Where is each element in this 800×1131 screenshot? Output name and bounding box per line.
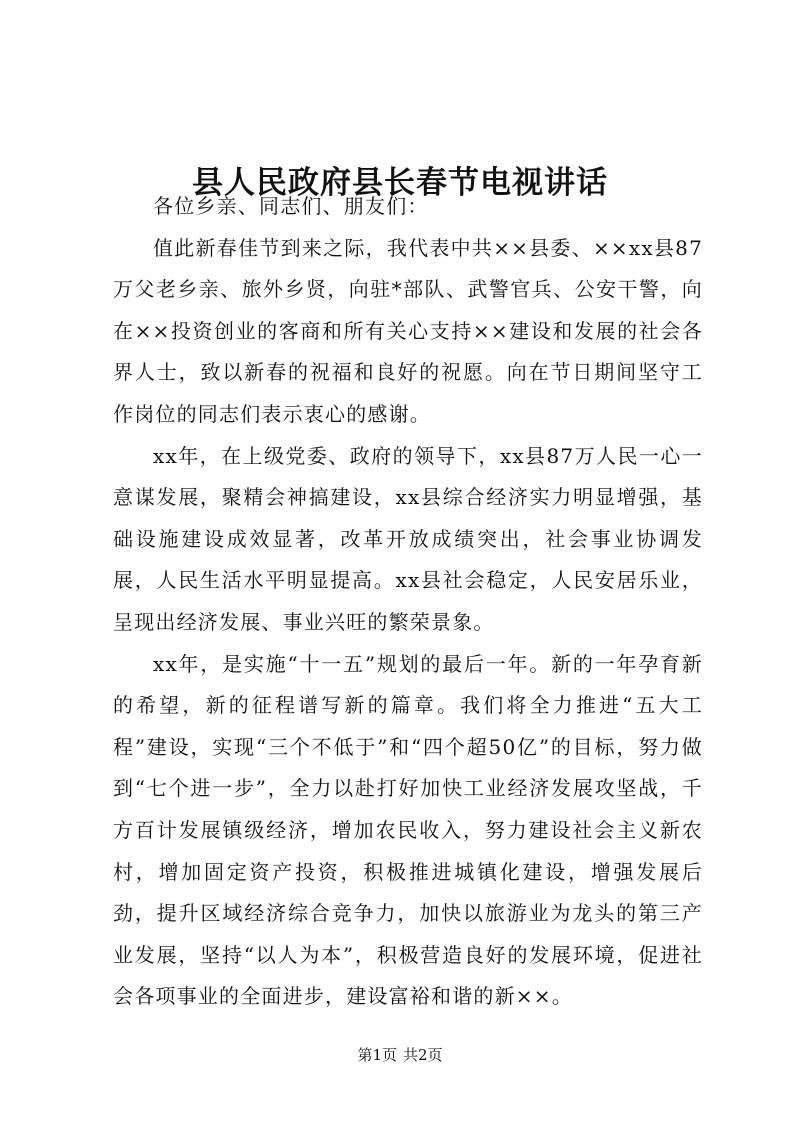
document-title: 县人民政府县长春节电视讲话 xyxy=(192,164,608,201)
salutation-paragraph: 各位乡亲、同志们、朋友们： xyxy=(153,194,429,218)
plan-paragraph: xx年，是实施“十一五”规划的最后一年。新的一年孕育新的希望，新的征程谱写新的篇章。我们将全力推进“五大工程”建设，实现“三个不低于”和“四个超50亿”的目标，努力做到“七个进一步”，全力以赴打好加快工业经济发展攻坚战，千方百计发展镇级经济，增加农民收入，努力建设社会主义新农村，增加固定资产投资，积极推进城镇化建设，增强发展后劲，提升区域经济综合竞争力，加快以旅游业为龙头的第三产业发展，坚持“以人为本”，积极营造良好的发展环境，促进社会各项事业的全面进步，建设富裕和谐的新××。 xyxy=(113,651,703,1009)
greeting-paragraph: 值此新春佳节到来之际，我代表中共××县委、××xx县87万父老乡亲、旅外乡贤，向驻*部队、武警官兵、公安干警，向在××投资创业的客商和所有关心支持××建设和发展的社会各界人士，致以新春的祝福和良好的祝愿。向在节日期间坚守工作岗位的同志们表示衷心的感谢。 xyxy=(113,235,703,426)
page-number: 第1页 xyxy=(357,1046,397,1064)
document-body xyxy=(113,186,703,1018)
page-total: 共2页 xyxy=(403,1046,443,1064)
page-footer xyxy=(0,1044,800,1066)
review-paragraph: xx年，在上级党委、政府的领导下，xx县87万人民一心一意谋发展，聚精会神搞建设，xx县综合经济实力明显增强，基础设施建设成效显著，改革开放成绩突出，社会事业协调发展，人民生活水平明显提高。xx县社会稳定，人民安居乐业，呈现出经济发展、事业兴旺的繁荣景象。 xyxy=(113,443,703,634)
